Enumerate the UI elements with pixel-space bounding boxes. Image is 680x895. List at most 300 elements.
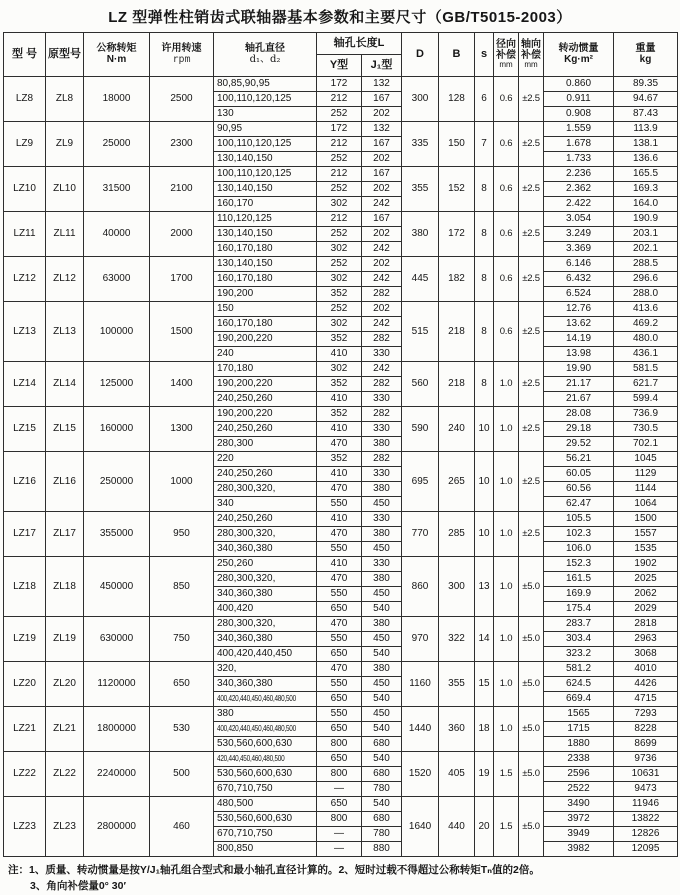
radial-compensation-cell: 1.0 (494, 362, 519, 407)
j1-type-length-cell: 167 (362, 212, 402, 227)
dimension-s-cell: 20 (475, 797, 494, 857)
speed-cell: 1400 (150, 362, 214, 407)
dimension-d-cell: 1520 (402, 752, 439, 797)
model-cell: LZ15 (4, 407, 46, 452)
table-row (4, 212, 678, 227)
bore-diameter-value: 130 (217, 108, 234, 119)
y-type-length-cell: 252 (317, 107, 362, 122)
nominal-torque-cell: 25000 (84, 122, 150, 167)
dimension-b-cell: 240 (439, 407, 475, 452)
nominal-torque-cell: 31500 (84, 167, 150, 212)
bore-diameter-value: 170,180 (217, 363, 254, 374)
j1-type-length-cell: 540 (362, 692, 402, 707)
inertia-cell: 56.21 (544, 452, 614, 467)
radial-compensation-cell: 1.0 (494, 617, 519, 662)
axial-compensation-cell: ±5.0 (519, 752, 544, 797)
axial-compensation-cell: ±2.5 (519, 362, 544, 407)
bore-diameter-cell (214, 137, 317, 152)
weight-cell: 436.1 (614, 347, 678, 362)
bore-diameter-cell (214, 227, 317, 242)
weight-cell: 13822 (614, 812, 678, 827)
header-permissible-speed (150, 33, 214, 77)
speed-cell: 500 (150, 752, 214, 797)
inertia-cell: 3.054 (544, 212, 614, 227)
axial-compensation-cell: ±2.5 (519, 77, 544, 122)
bore-diameter-cell (214, 482, 317, 497)
dimension-b-cell: 152 (439, 167, 475, 212)
y-type-length-cell: 470 (317, 437, 362, 452)
j1-type-length-cell: 780 (362, 827, 402, 842)
table-row (4, 512, 678, 527)
inertia-cell: 283.7 (544, 617, 614, 632)
dimension-b-cell: 218 (439, 362, 475, 407)
j1-type-length-cell: 330 (362, 467, 402, 482)
original-model-cell: ZL10 (46, 167, 84, 212)
y-type-length-cell: 800 (317, 767, 362, 782)
y-type-length-cell: 252 (317, 182, 362, 197)
inertia-cell: 669.4 (544, 692, 614, 707)
dimension-d-cell: 380 (402, 212, 439, 257)
bore-diameter-cell (214, 527, 317, 542)
weight-cell: 12095 (614, 842, 678, 857)
j1-type-length-cell: 450 (362, 707, 402, 722)
weight-cell: 1129 (614, 467, 678, 482)
header-y-type-label: Y型 (329, 58, 349, 71)
dimension-b-cell: 218 (439, 302, 475, 362)
speed-cell: 2300 (150, 122, 214, 167)
weight-cell: 136.6 (614, 152, 678, 167)
bore-diameter-value: 800,850 (217, 843, 254, 854)
dimension-b-cell: 322 (439, 617, 475, 662)
header-axial-compensation-unit: mm (524, 60, 538, 69)
j1-type-length-cell: 282 (362, 332, 402, 347)
j1-type-length-cell: 330 (362, 422, 402, 437)
y-type-length-cell: 172 (317, 122, 362, 137)
bore-diameter-cell (214, 407, 317, 422)
j1-type-length-cell: 780 (362, 782, 402, 797)
bore-diameter-value: 280,300,320, (217, 528, 276, 539)
axial-compensation-cell: ±2.5 (519, 452, 544, 512)
header-weight (614, 33, 678, 77)
speed-cell: 1500 (150, 302, 214, 362)
bore-diameter-cell (214, 212, 317, 227)
speed-cell: 2100 (150, 167, 214, 212)
bore-diameter-value: 100,110,120,125 (217, 138, 292, 149)
nominal-torque-cell: 1120000 (84, 662, 150, 707)
weight-cell: 138.1 (614, 137, 678, 152)
bore-diameter-cell (214, 122, 317, 137)
j1-type-length-cell: 680 (362, 767, 402, 782)
weight-cell: 190.9 (614, 212, 678, 227)
nominal-torque-cell: 2800000 (84, 797, 150, 857)
weight-cell: 12826 (614, 827, 678, 842)
inertia-cell: 323.2 (544, 647, 614, 662)
weight-cell: 203.1 (614, 227, 678, 242)
j1-type-length-cell: 540 (362, 647, 402, 662)
inertia-cell: 2.236 (544, 167, 614, 182)
bore-diameter-value: 320, (217, 663, 237, 674)
inertia-cell: 624.5 (544, 677, 614, 692)
dimension-d-cell: 515 (402, 302, 439, 362)
weight-cell: 169.3 (614, 182, 678, 197)
bore-diameter-value: 90,95 (217, 123, 243, 134)
bore-diameter-cell (214, 707, 317, 722)
bore-diameter-value: 160,170 (217, 198, 254, 209)
weight-cell: 1045 (614, 452, 678, 467)
inertia-cell: 62.47 (544, 497, 614, 512)
radial-compensation-cell: 0.6 (494, 77, 519, 122)
j1-type-length-cell: 202 (362, 227, 402, 242)
bore-diameter-value: 240,250,260 (217, 513, 273, 524)
bore-diameter-cell (214, 842, 317, 857)
footnote-line-1: 注：1、质量、转动惯量是按Y/J₁轴孔组合型式和最小轴孔直径计算的。2、短时过载不得超过公称转矩Tₙ值的2倍。 (8, 864, 540, 876)
j1-type-length-cell: 282 (362, 287, 402, 302)
model-cell: LZ10 (4, 167, 46, 212)
y-type-length-cell: 550 (317, 707, 362, 722)
y-type-length-cell: 252 (317, 152, 362, 167)
original-model-cell: ZL8 (46, 77, 84, 122)
model-cell: LZ21 (4, 707, 46, 752)
speed-cell: 1000 (150, 452, 214, 512)
bore-diameter-cell (214, 632, 317, 647)
model-cell: LZ14 (4, 362, 46, 407)
j1-type-length-cell: 450 (362, 542, 402, 557)
table-row (4, 362, 678, 377)
nominal-torque-cell: 2240000 (84, 752, 150, 797)
weight-cell: 164.0 (614, 197, 678, 212)
j1-type-length-cell: 242 (362, 272, 402, 287)
y-type-length-cell: 302 (317, 317, 362, 332)
y-type-length-cell: 410 (317, 467, 362, 482)
nominal-torque-cell: 63000 (84, 257, 150, 302)
bore-diameter-value: 240 (217, 348, 234, 359)
dimension-d-cell: 560 (402, 362, 439, 407)
y-type-length-cell: 352 (317, 332, 362, 347)
inertia-cell: 303.4 (544, 632, 614, 647)
bore-diameter-value: 400,420,440,450 (217, 648, 293, 659)
j1-type-length-cell: 202 (362, 257, 402, 272)
model-cell: LZ16 (4, 452, 46, 512)
y-type-length-cell: 302 (317, 362, 362, 377)
bore-diameter-value: 340,360,380 (217, 633, 273, 644)
header-permissible-speed-unit: rpm (172, 53, 191, 65)
weight-cell: 469.2 (614, 317, 678, 332)
j1-type-length-cell: 540 (362, 602, 402, 617)
y-type-length-cell: 470 (317, 572, 362, 587)
bore-diameter-cell (214, 332, 317, 347)
bore-diameter-cell (214, 677, 317, 692)
y-type-length-cell: 352 (317, 287, 362, 302)
header-original-model (46, 33, 84, 77)
weight-cell: 288.5 (614, 257, 678, 272)
j1-type-length-cell: 540 (362, 752, 402, 767)
original-model-cell: ZL20 (46, 662, 84, 707)
dimension-d-cell: 300 (402, 77, 439, 122)
weight-cell: 3068 (614, 647, 678, 662)
radial-compensation-cell: 0.6 (494, 257, 519, 302)
nominal-torque-cell: 450000 (84, 557, 150, 617)
weight-cell: 9473 (614, 782, 678, 797)
speed-cell: 460 (150, 797, 214, 857)
y-type-length-cell: 650 (317, 797, 362, 812)
header-bore-diameter-label: 轴孔直径 (245, 43, 285, 54)
dimension-s-cell: 8 (475, 167, 494, 212)
table-row (4, 707, 678, 722)
original-model-cell: ZL17 (46, 512, 84, 557)
model-cell: LZ22 (4, 752, 46, 797)
weight-cell: 165.5 (614, 167, 678, 182)
table-row (4, 452, 678, 467)
weight-cell: 413.6 (614, 302, 678, 317)
dimension-d-cell: 1440 (402, 707, 439, 752)
header-radial-compensation-line1: 径向 (496, 39, 517, 50)
nominal-torque-cell: 1800000 (84, 707, 150, 752)
bore-diameter-value: 100,110,120,125 (217, 168, 292, 179)
bore-diameter-value: 530,560,600,630 (217, 768, 293, 779)
inertia-cell: 29.52 (544, 437, 614, 452)
speed-cell: 950 (150, 512, 214, 557)
header-bore-diameter-symbols: d₁、d₂ (249, 53, 281, 65)
axial-compensation-cell: ±2.5 (519, 212, 544, 257)
inertia-cell: 6.146 (544, 257, 614, 272)
j1-type-length-cell: 540 (362, 797, 402, 812)
dimension-s-cell: 8 (475, 212, 494, 257)
bore-diameter-value: 280,300,320, (217, 618, 276, 629)
bore-diameter-cell (214, 512, 317, 527)
axial-compensation-cell: ±2.5 (519, 302, 544, 362)
bore-diameter-cell (214, 542, 317, 557)
axial-compensation-cell: ±5.0 (519, 797, 544, 857)
bore-diameter-value: 250,260 (217, 558, 254, 569)
j1-type-length-cell: 450 (362, 497, 402, 512)
axial-compensation-cell: ±2.5 (519, 512, 544, 557)
bore-diameter-cell (214, 317, 317, 332)
j1-type-length-cell: 282 (362, 377, 402, 392)
j1-type-length-cell: 167 (362, 167, 402, 182)
bore-diameter-cell (214, 362, 317, 377)
y-type-length-cell: 470 (317, 617, 362, 632)
header-nominal-torque-unit: N·m (106, 53, 127, 65)
j1-type-length-cell: 282 (362, 452, 402, 467)
j1-type-length-cell: 330 (362, 512, 402, 527)
header-j1-type-label: J₁型 (370, 58, 393, 71)
dimension-b-cell: 440 (439, 797, 475, 857)
y-type-length-cell: 302 (317, 272, 362, 287)
weight-cell: 1144 (614, 482, 678, 497)
bore-diameter-value: 190,200,220 (217, 333, 273, 344)
bore-diameter-cell (214, 827, 317, 842)
bore-diameter-value: 130,140,150 (217, 258, 273, 269)
table-row (4, 407, 678, 422)
y-type-length-cell: 252 (317, 227, 362, 242)
weight-cell: 2963 (614, 632, 678, 647)
j1-type-length-cell: 330 (362, 347, 402, 362)
bore-diameter-cell (214, 437, 317, 452)
bore-diameter-cell (214, 197, 317, 212)
bore-diameter-cell (214, 347, 317, 362)
bore-diameter-value: 400,420,440,450,460,480,500 (217, 694, 296, 703)
model-cell: LZ11 (4, 212, 46, 257)
dimension-s-cell: 10 (475, 452, 494, 512)
bore-diameter-cell (214, 467, 317, 482)
inertia-cell: 60.56 (544, 482, 614, 497)
header-dimension-d (402, 33, 439, 77)
table-row (4, 617, 678, 632)
dimension-s-cell: 18 (475, 707, 494, 752)
original-model-cell: ZL22 (46, 752, 84, 797)
coupling-table-body (4, 77, 678, 857)
original-model-cell: ZL15 (46, 407, 84, 452)
dimension-s-cell: 8 (475, 257, 494, 302)
bore-diameter-value: 190,200,220 (217, 378, 273, 389)
weight-cell: 87.43 (614, 107, 678, 122)
bore-diameter-cell (214, 767, 317, 782)
radial-compensation-cell: 1.0 (494, 407, 519, 452)
j1-type-length-cell: 380 (362, 572, 402, 587)
header-j1-type (362, 55, 402, 77)
inertia-cell: 2.422 (544, 197, 614, 212)
j1-type-length-cell: 242 (362, 317, 402, 332)
dimension-d-cell: 770 (402, 512, 439, 557)
axial-compensation-cell: ±5.0 (519, 557, 544, 617)
weight-cell: 11946 (614, 797, 678, 812)
model-cell: LZ12 (4, 257, 46, 302)
radial-compensation-cell: 0.6 (494, 212, 519, 257)
bore-diameter-value: 130,140,150 (217, 153, 273, 164)
dimension-b-cell: 128 (439, 77, 475, 122)
inertia-cell: 169.9 (544, 587, 614, 602)
header-dimension-d-label: D (416, 47, 424, 60)
weight-cell: 599.4 (614, 392, 678, 407)
bore-diameter-cell (214, 617, 317, 632)
j1-type-length-cell: 282 (362, 407, 402, 422)
weight-cell: 736.9 (614, 407, 678, 422)
y-type-length-cell: 410 (317, 557, 362, 572)
j1-type-length-cell: 330 (362, 557, 402, 572)
header-weight-label: 重量 (635, 43, 656, 54)
inertia-cell: 3972 (544, 812, 614, 827)
bore-diameter-value: 280,300,320, (217, 573, 276, 584)
header-inertia-label: 转动惯量 (558, 43, 599, 54)
radial-compensation-cell: 1.0 (494, 452, 519, 512)
table-row (4, 122, 678, 137)
weight-cell: 480.0 (614, 332, 678, 347)
weight-cell: 730.5 (614, 422, 678, 437)
bore-diameter-cell (214, 302, 317, 317)
j1-type-length-cell: 167 (362, 137, 402, 152)
bore-diameter-cell (214, 737, 317, 752)
nominal-torque-cell: 160000 (84, 407, 150, 452)
y-type-length-cell: 470 (317, 482, 362, 497)
inertia-cell: 12.76 (544, 302, 614, 317)
bore-diameter-value: 100,110,120,125 (217, 93, 292, 104)
header-original-model-label: 原型号 (48, 47, 81, 60)
bore-diameter-cell (214, 152, 317, 167)
j1-type-length-cell: 202 (362, 302, 402, 317)
weight-cell: 1500 (614, 512, 678, 527)
bore-diameter-value: 220 (217, 453, 234, 464)
bore-diameter-cell (214, 422, 317, 437)
weight-cell: 1902 (614, 557, 678, 572)
table-header (4, 33, 678, 77)
bore-diameter-cell (214, 782, 317, 797)
y-type-length-cell: 212 (317, 92, 362, 107)
y-type-length-cell: 410 (317, 422, 362, 437)
y-type-length-cell: 352 (317, 452, 362, 467)
bore-diameter-value: 110,120,125 (217, 213, 272, 224)
y-type-length-cell: 800 (317, 812, 362, 827)
inertia-cell: 29.18 (544, 422, 614, 437)
bore-diameter-value: 280,300,320, (217, 483, 276, 494)
inertia-cell: 105.5 (544, 512, 614, 527)
inertia-cell: 0.911 (544, 92, 614, 107)
header-y-type (317, 55, 362, 77)
j1-type-length-cell: 680 (362, 737, 402, 752)
dimension-s-cell: 6 (475, 77, 494, 122)
table-row (4, 662, 678, 677)
y-type-length-cell: 650 (317, 692, 362, 707)
bore-diameter-cell (214, 167, 317, 182)
dimension-b-cell: 182 (439, 257, 475, 302)
model-cell: LZ9 (4, 122, 46, 167)
bore-diameter-cell (214, 812, 317, 827)
header-inertia (544, 33, 614, 77)
bore-diameter-value: 80,85,90,95 (217, 78, 270, 89)
header-dimension-s-label: s (480, 47, 488, 60)
y-type-length-cell: 550 (317, 587, 362, 602)
y-type-length-cell: 550 (317, 632, 362, 647)
bore-diameter-value: 240,250,260 (217, 393, 273, 404)
radial-compensation-cell: 1.0 (494, 662, 519, 707)
inertia-cell: 102.3 (544, 527, 614, 542)
dimension-s-cell: 14 (475, 617, 494, 662)
speed-cell: 750 (150, 617, 214, 662)
axial-compensation-cell: ±2.5 (519, 167, 544, 212)
original-model-cell: ZL13 (46, 302, 84, 362)
y-type-length-cell: 650 (317, 602, 362, 617)
inertia-cell: 581.2 (544, 662, 614, 677)
table-row (4, 167, 678, 182)
weight-cell: 296.6 (614, 272, 678, 287)
speed-cell: 2000 (150, 212, 214, 257)
bore-diameter-value: 400,420 (217, 603, 254, 614)
dimension-s-cell: 13 (475, 557, 494, 617)
y-type-length-cell: 212 (317, 212, 362, 227)
y-type-length-cell: 550 (317, 542, 362, 557)
dimension-s-cell: 10 (475, 512, 494, 557)
speed-cell: 2500 (150, 77, 214, 122)
weight-cell: 4426 (614, 677, 678, 692)
dimension-d-cell: 970 (402, 617, 439, 662)
original-model-cell: ZL11 (46, 212, 84, 257)
radial-compensation-cell: 0.6 (494, 122, 519, 167)
bore-diameter-cell (214, 797, 317, 812)
j1-type-length-cell: 880 (362, 842, 402, 857)
dimension-d-cell: 590 (402, 407, 439, 452)
original-model-cell: ZL23 (46, 797, 84, 857)
bore-diameter-cell (214, 257, 317, 272)
weight-cell: 4715 (614, 692, 678, 707)
radial-compensation-cell: 1.5 (494, 752, 519, 797)
y-type-length-cell: 172 (317, 77, 362, 92)
dimension-b-cell: 285 (439, 512, 475, 557)
header-inertia-unit: Kg·m² (564, 53, 593, 65)
bore-diameter-value: 340 (217, 498, 234, 509)
inertia-cell: 14.19 (544, 332, 614, 347)
y-type-length-cell: 650 (317, 752, 362, 767)
inertia-cell: 2522 (544, 782, 614, 797)
inertia-cell: 2596 (544, 767, 614, 782)
